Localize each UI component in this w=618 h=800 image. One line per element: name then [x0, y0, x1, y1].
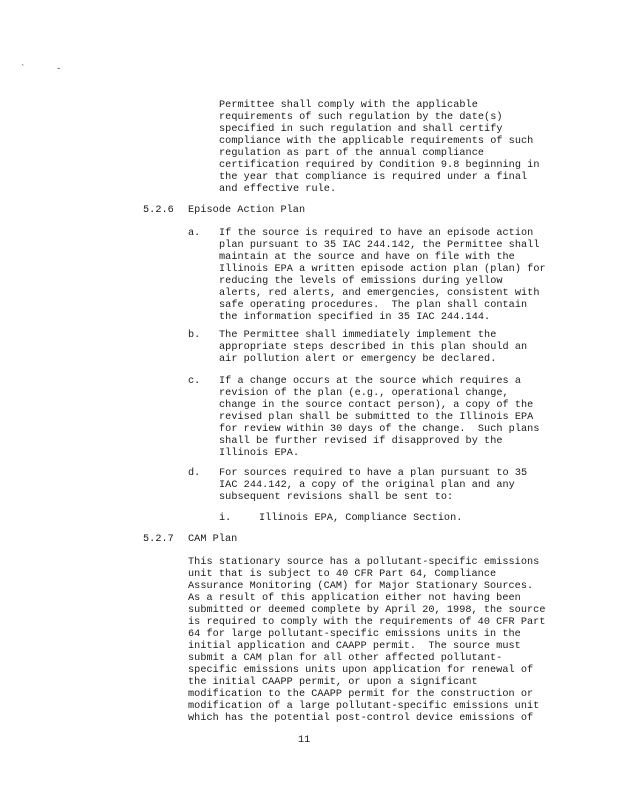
- text-line: shall be further revised if disapproved by the: [219, 436, 503, 447]
- text-line: submit a CAM plan for all other affected pollutant-: [188, 653, 503, 664]
- section-number: 5.2.7: [143, 534, 174, 545]
- text-line: change in the source contact person), a copy of the: [219, 400, 534, 411]
- text-line: initial application and CAAPP permit. The source must: [188, 641, 521, 652]
- page-number: 11: [298, 735, 311, 746]
- text-line: For sources required to have a plan pursuant to 35: [219, 468, 528, 479]
- text-line: The Permittee shall immediately implement the: [219, 330, 497, 341]
- scan-mark: -: [56, 64, 62, 74]
- section-title: Episode Action Plan: [188, 205, 306, 216]
- text-line: air pollution alert or emergency be declared.: [219, 354, 497, 365]
- text-line: unit that is subject to 40 CFR Part 64, Compliance: [188, 569, 497, 580]
- text-line: modification of a large pollutant-specific emissions unit: [188, 701, 540, 712]
- text-line: This stationary source has a pollutant-specific emissions: [188, 557, 540, 568]
- text-line: specific emissions units upon application for renewal of: [188, 665, 534, 676]
- text-line: is required to comply with the requirements of 40 CFR Part: [188, 617, 546, 628]
- text-line: the year that compliance is required under a final: [219, 172, 528, 183]
- text-line: revision of the plan (e.g., operational change,: [219, 388, 509, 399]
- text-line: If the source is required to have an episode action: [219, 228, 534, 239]
- text-line: alerts, red alerts, and emergencies, consistent with: [219, 288, 540, 299]
- text-line: regulation as part of the annual compliance: [219, 148, 485, 159]
- item-label: b.: [188, 330, 201, 341]
- text-line: subsequent revisions shall be sent to:: [219, 492, 454, 503]
- text-line: submitted or deemed complete by April 20, 1998, the source: [188, 605, 546, 616]
- text-line: 64 for large pollutant-specific emissions units in the: [188, 629, 521, 640]
- subitem-text: Illinois EPA, Compliance Section.: [259, 513, 463, 524]
- subitem-label: i.: [219, 513, 232, 524]
- text-line: revised plan shall be submitted to the Illinois EPA: [219, 412, 534, 423]
- text-line: modification to the CAAPP permit for the construction or: [188, 689, 534, 700]
- text-line: specified in such regulation and shall certify: [219, 124, 503, 135]
- item-label: c.: [188, 376, 201, 387]
- text-line: compliance with the applicable requirements of such: [219, 136, 534, 147]
- text-line: Permittee shall comply with the applicable: [219, 100, 478, 111]
- text-line: the information specified in 35 IAC 244.144.: [219, 312, 491, 323]
- text-line: IAC 244.142, a copy of the original plan and any: [219, 480, 515, 491]
- text-line: If a change occurs at the source which requires a: [219, 376, 522, 387]
- text-line: Assurance Monitoring (CAM) for Major Stationary Sources.: [188, 581, 534, 592]
- text-line: reducing the levels of emissions during yellow: [219, 276, 503, 287]
- text-line: maintain at the source and have on file with the: [219, 252, 515, 263]
- text-line: requirements of such regulation by the date(s): [219, 112, 503, 123]
- text-line: plan pursuant to 35 IAC 244.142, the Permittee shall: [219, 240, 540, 251]
- text-line: Illinois EPA.: [219, 448, 300, 459]
- text-line: appropriate steps described in this plan should an: [219, 342, 528, 353]
- section-title: CAM Plan: [188, 534, 238, 545]
- text-line: which has the potential post-control device emissions of: [188, 713, 534, 724]
- text-line: safe operating procedures. The plan shall contain: [219, 300, 528, 311]
- text-line: and effective rule.: [219, 184, 337, 195]
- text-line: for review within 30 days of the change. Such plans: [219, 424, 540, 435]
- text-line: As a result of this application either not having been: [188, 593, 521, 604]
- text-line: the initial CAAPP permit, or upon a significant: [188, 677, 478, 688]
- text-line: certification required by Condition 9.8 beginning in: [219, 160, 540, 171]
- section-number: 5.2.6: [143, 205, 174, 216]
- text-line: Illinois EPA a written episode action plan (plan) for: [219, 264, 546, 275]
- item-label: d.: [188, 468, 201, 479]
- item-label: a.: [188, 228, 201, 239]
- scan-mark: `: [20, 64, 26, 74]
